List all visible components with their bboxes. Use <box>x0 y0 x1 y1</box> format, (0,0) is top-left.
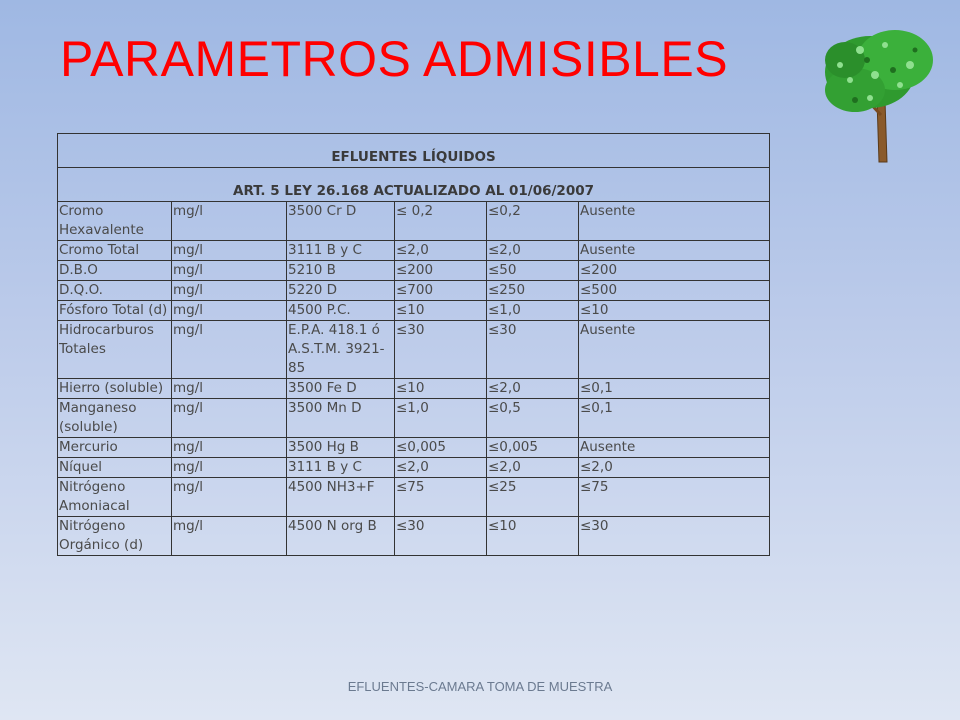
parameters-table <box>57 133 770 556</box>
table-row <box>58 202 770 241</box>
table-cell: ≤200 <box>395 261 487 281</box>
table-cell: Ausente <box>579 241 770 261</box>
table-header-subtitle: ART. 5 LEY 26.168 ACTUALIZADO AL 01/06/2007 <box>58 168 770 202</box>
table-cell: D.B.O <box>58 261 172 281</box>
table-cell: ≤2,0 <box>395 241 487 261</box>
table-cell: ≤250 <box>487 281 579 301</box>
table-cell: Manganeso (soluble) <box>58 399 172 438</box>
table-header-row <box>58 168 770 202</box>
table-cell: ≤30 <box>579 517 770 556</box>
table-cell: 3111 B y C <box>287 241 395 261</box>
table-cell: Níquel <box>58 458 172 478</box>
table-cell: ≤0,5 <box>487 399 579 438</box>
table-header-row <box>58 134 770 168</box>
table-cell: Fósforo Total (d) <box>58 301 172 321</box>
table-cell: 5210 B <box>287 261 395 281</box>
table-cell: ≤30 <box>487 321 579 379</box>
table-header-title: EFLUENTES LÍQUIDOS <box>58 134 770 168</box>
table-row <box>58 301 770 321</box>
table-cell: ≤2,0 <box>487 379 579 399</box>
table-cell: E.P.A. 418.1 ó A.S.T.M. 3921-85 <box>287 321 395 379</box>
table-row <box>58 517 770 556</box>
table-cell: 4500 N org B <box>287 517 395 556</box>
table-cell: mg/l <box>172 438 287 458</box>
table-cell: ≤2,0 <box>579 458 770 478</box>
table-cell: 3111 B y C <box>287 458 395 478</box>
table-cell: ≤25 <box>487 478 579 517</box>
table-cell: ≤0,005 <box>395 438 487 458</box>
table-cell: Ausente <box>579 321 770 379</box>
table-cell: ≤0,005 <box>487 438 579 458</box>
footer-text: EFLUENTES-CAMARA TOMA DE MUESTRA <box>347 679 613 694</box>
table-cell: mg/l <box>172 261 287 281</box>
table-cell: ≤1,0 <box>487 301 579 321</box>
table-cell: mg/l <box>172 478 287 517</box>
table-row <box>58 321 770 379</box>
table-cell: Cromo Total <box>58 241 172 261</box>
table-cell: mg/l <box>172 281 287 301</box>
table-cell: mg/l <box>172 458 287 478</box>
table-cell: Cromo Hexavalente <box>58 202 172 241</box>
table-row <box>58 379 770 399</box>
table-cell: Nitrógeno Amoniacal <box>58 478 172 517</box>
table-cell: mg/l <box>172 399 287 438</box>
table-row <box>58 261 770 281</box>
table-cell: 3500 Hg B <box>287 438 395 458</box>
table-cell: ≤30 <box>395 517 487 556</box>
table-cell: Ausente <box>579 438 770 458</box>
table-cell: Hidrocarburos Totales <box>58 321 172 379</box>
table-cell: D.Q.O. <box>58 281 172 301</box>
table-cell: 3500 Fe D <box>287 379 395 399</box>
table-cell: ≤10 <box>395 379 487 399</box>
table-cell: ≤500 <box>579 281 770 301</box>
table-cell: 4500 NH3+F <box>287 478 395 517</box>
table-row <box>58 281 770 301</box>
table-cell: Hierro (soluble) <box>58 379 172 399</box>
table-cell: ≤30 <box>395 321 487 379</box>
table-cell: ≤200 <box>579 261 770 281</box>
table-cell: ≤0,1 <box>579 379 770 399</box>
table-cell: ≤ 0,2 <box>395 202 487 241</box>
table-cell: mg/l <box>172 379 287 399</box>
table-cell: mg/l <box>172 321 287 379</box>
table-cell: ≤700 <box>395 281 487 301</box>
table-cell: ≤2,0 <box>395 458 487 478</box>
table-row <box>58 438 770 458</box>
table-cell: Nitrógeno Orgánico (d) <box>58 517 172 556</box>
table-cell: ≤50 <box>487 261 579 281</box>
table-cell: ≤10 <box>395 301 487 321</box>
table-cell: ≤0,1 <box>579 399 770 438</box>
table-cell: mg/l <box>172 517 287 556</box>
table-cell: mg/l <box>172 202 287 241</box>
table-cell: 3500 Cr D <box>287 202 395 241</box>
table-cell: ≤0,2 <box>487 202 579 241</box>
table-cell: Ausente <box>579 202 770 241</box>
table-row <box>58 241 770 261</box>
table-cell: 4500 P.C. <box>287 301 395 321</box>
table-cell: 5220 D <box>287 281 395 301</box>
table-cell: ≤2,0 <box>487 458 579 478</box>
table-cell: 3500 Mn D <box>287 399 395 438</box>
slide-title: PARAMETROS ADMISIBLES <box>60 31 729 87</box>
table-cell: mg/l <box>172 301 287 321</box>
table-row <box>58 399 770 438</box>
table-cell: ≤1,0 <box>395 399 487 438</box>
table-cell: ≤75 <box>579 478 770 517</box>
table-cell: Mercurio <box>58 438 172 458</box>
table-cell: ≤10 <box>487 517 579 556</box>
table-row <box>58 458 770 478</box>
table-cell: ≤2,0 <box>487 241 579 261</box>
tree-icon <box>815 20 945 170</box>
table-cell: ≤75 <box>395 478 487 517</box>
table-cell: ≤10 <box>579 301 770 321</box>
table-cell: mg/l <box>172 241 287 261</box>
table-row <box>58 478 770 517</box>
